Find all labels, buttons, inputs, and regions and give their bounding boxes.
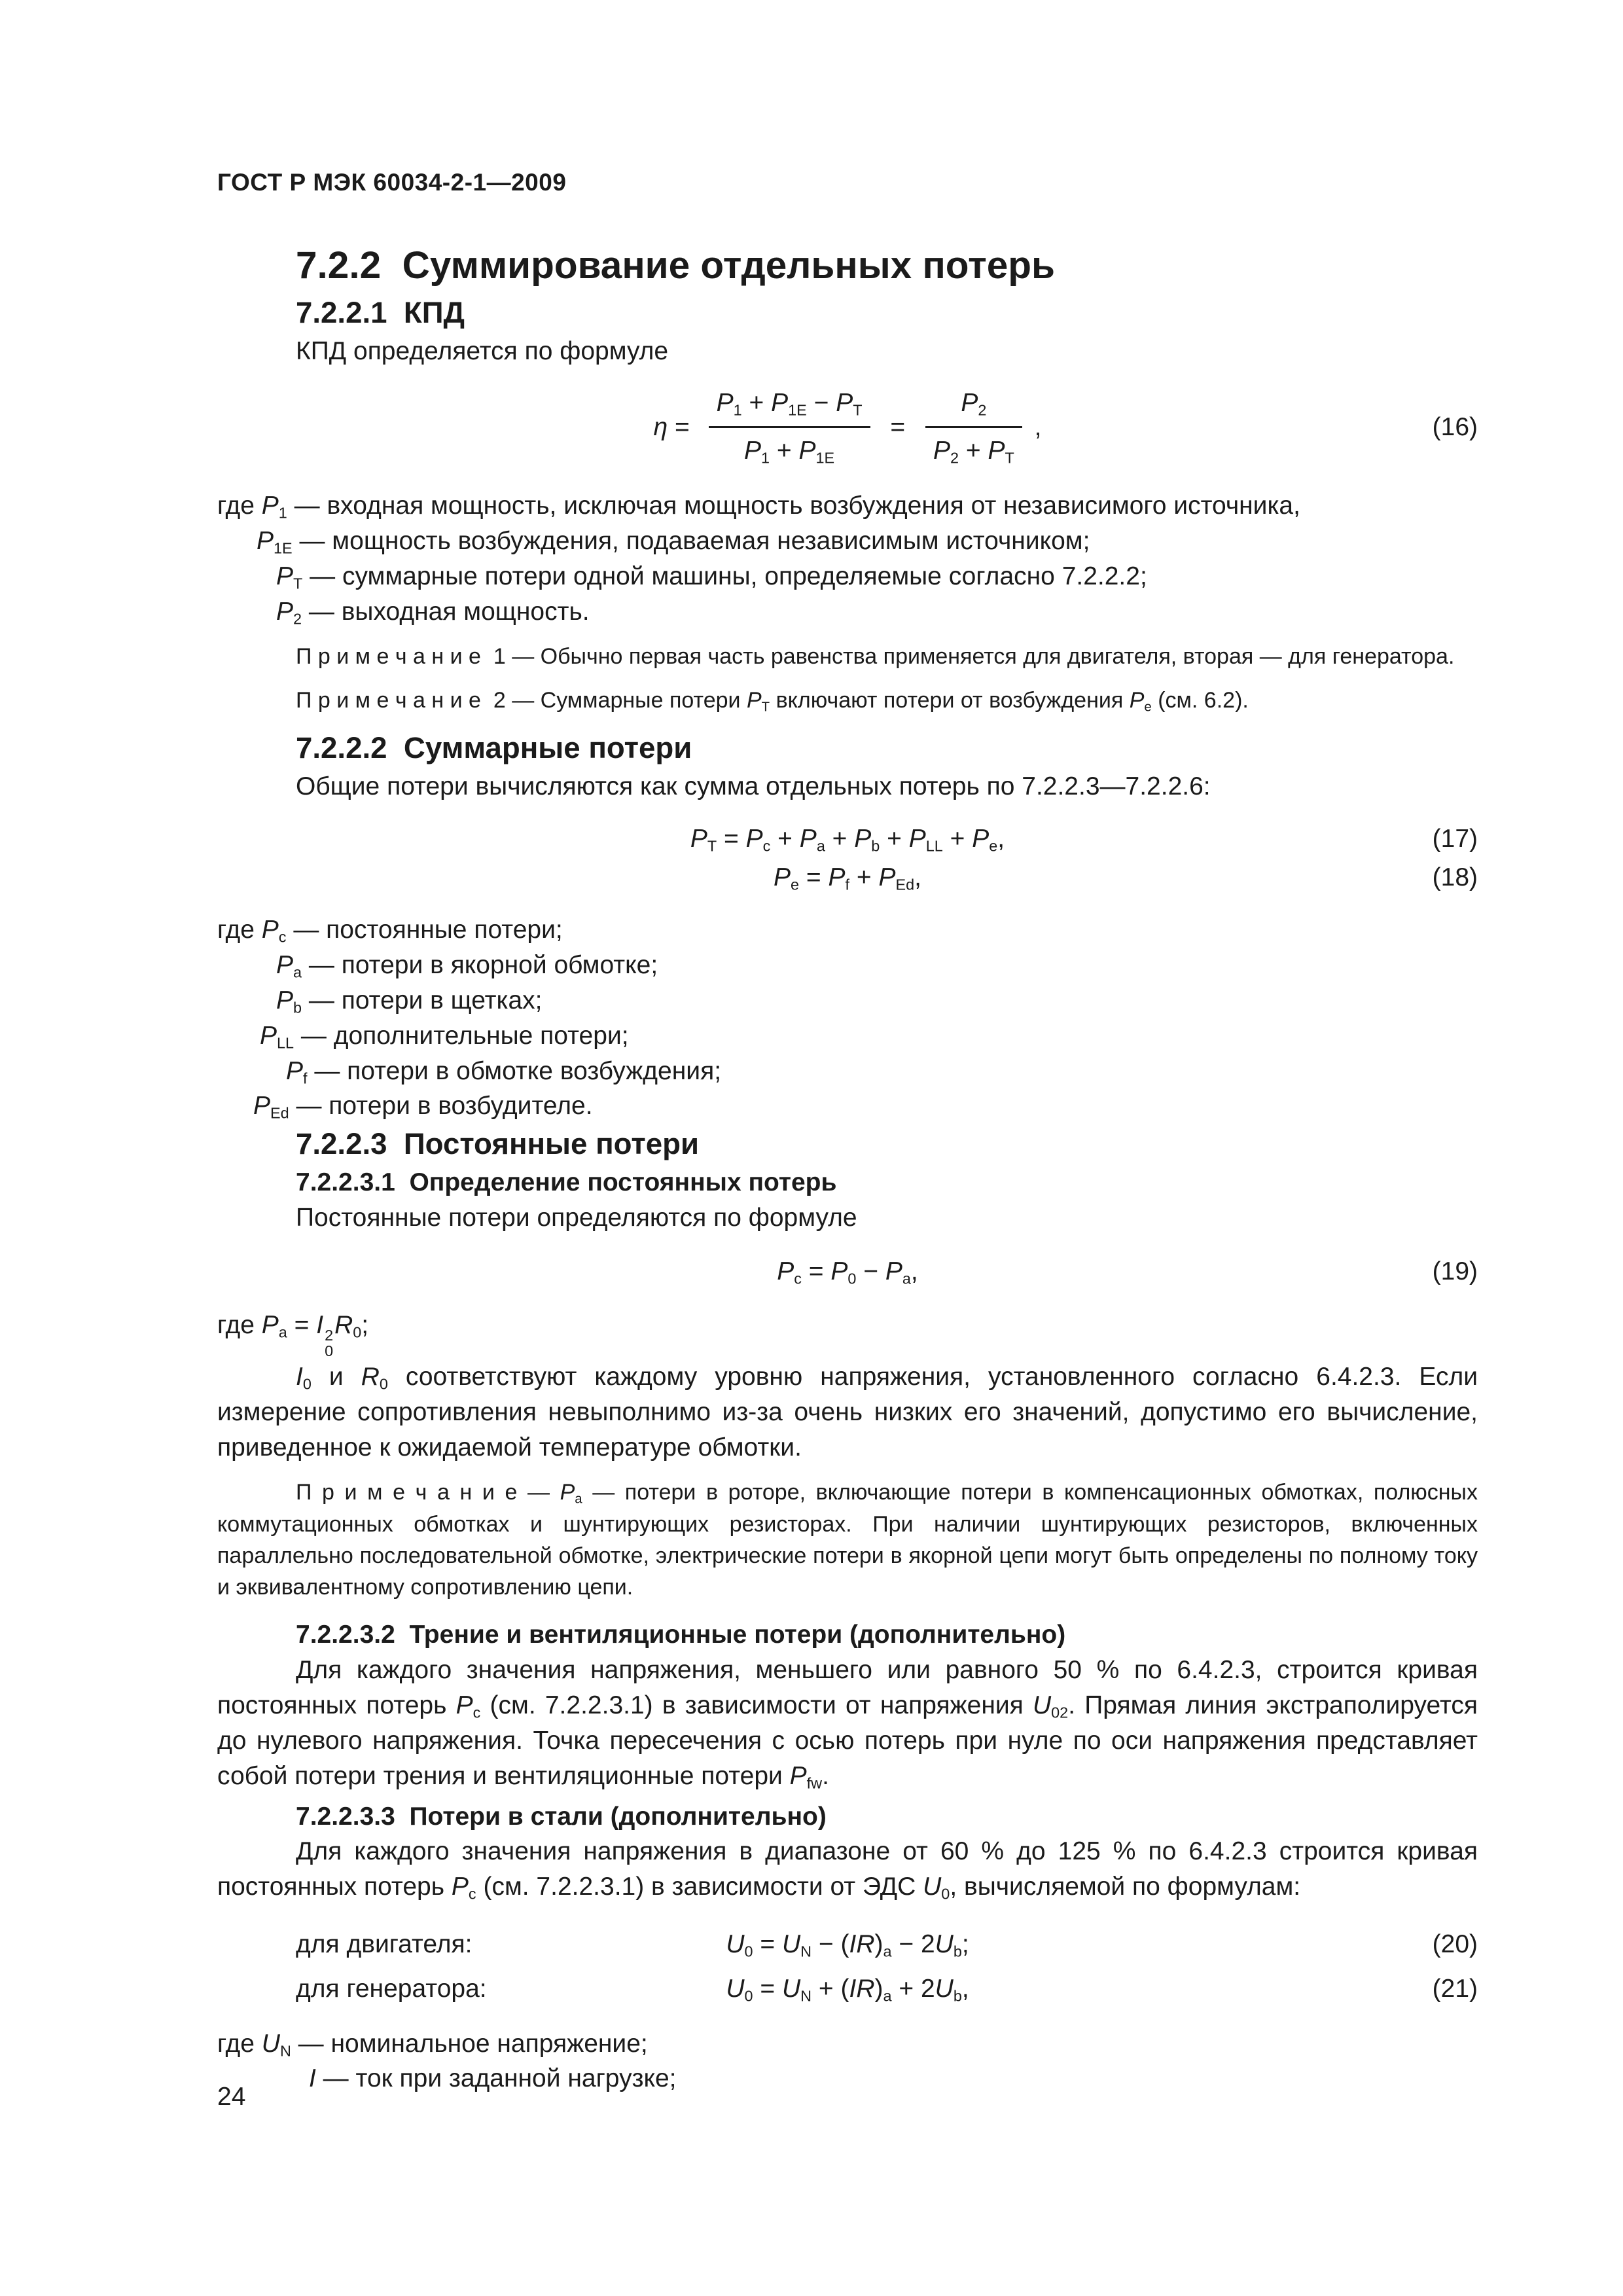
def-item-pa: $P_a$ — потери в якорной обмотке; — [276, 951, 658, 981]
equation-19-body: $P_c = P_0 - P_a$, — [777, 1257, 918, 1287]
def-item-pt: $P_T$ — суммарные потери одной машины, определяемые согласно 7.2.2.2; — [276, 562, 1147, 592]
equation-20-label: для двигателя: — [296, 1929, 473, 1958]
equals-sign: = — [890, 412, 906, 441]
heading-7-2-2-3-3: 7.2.2.3.3 Потери в стали (дополнительно) — [296, 1802, 827, 1831]
equation-18-number: (18) — [1432, 863, 1478, 892]
paragraph-i0-r0: $I_0$ и $R_0$ соответствуют каждому уровню напряжения, установленного согласно 6.4.2.3. Если измерение сопротивления невыполнимо из-за очень низких его значений, допустимо его вычисление, приведенное к ожидаемой температуре обмотки. — [217, 1362, 1478, 1462]
heading-7-2-2-2: 7.2.2.2 Суммарные потери — [296, 730, 692, 764]
paragraph-sum-intro: Общие потери вычисляются как сумма отдельных потерь по 7.2.2.3—7.2.2.6: — [296, 772, 1211, 800]
equation-18 — [217, 860, 1478, 895]
equation-21-number: (21) — [1432, 1974, 1478, 2003]
def-item-p1e: $P_{1E}$ — мощность возбуждения, подаваемая независимым источником; — [257, 526, 1090, 557]
paragraph-kpd-intro: КПД определяется по формуле — [296, 336, 669, 365]
equation-19 — [217, 1254, 1478, 1289]
note-2: П р и м е ч а н и е 2 — Суммарные потери $P_T$ включают потери от возбуждения $P_e$ (см. 6.2). — [296, 687, 1249, 715]
equation-21-label: для генератора: — [296, 1974, 487, 2003]
def-item-pb: $P_b$ — потери в щетках; — [276, 986, 543, 1016]
note-3: П р и м е ч а н и е — $P_a$ — потери в роторе, включающие потери в компенсационных обмотках, полюсных коммутационных обмотках и шунтирующих резисторах. При наличии шунтирующих резисторов, включенных параллельно последовательной обмотке, электрические потери в якорной цепи могут быть определены по полному току и эквивалентному сопротивлению цепи. — [217, 1480, 1478, 1600]
def-item-pll: $P_{LL}$ — дополнительные потери; — [260, 1021, 629, 1052]
def-item-pa-formula: где $P_a = I$ 2 0 $R_0$; — [217, 1310, 369, 1360]
equation-16 — [217, 386, 1478, 469]
equation-20-number: (20) — [1432, 1929, 1478, 1958]
equation-20 — [217, 1927, 1478, 1962]
equation-19-number: (19) — [1432, 1257, 1478, 1285]
def-item-pf: $P_f$ — потери в обмотке возбуждения; — [286, 1056, 722, 1087]
equation-17 — [217, 821, 1478, 857]
running-header: ГОСТ Р МЭК 60034-2-1—2009 — [217, 169, 567, 196]
equation-20-body: $U_0 = U_N - (IR)_a - 2U_b$; — [726, 1929, 969, 1960]
equation-16-body — [217, 386, 1478, 469]
fraction-1-denominator: $P_1 + P_{1E}$ — [709, 426, 870, 469]
equation-18-body: $P_e = P_f + P_{Ed}$, — [774, 863, 921, 894]
paragraph-const-intro: Постоянные потери определяются по формуле — [296, 1203, 857, 1232]
heading-7-2-2-3-1: 7.2.2.3.1 Определение постоянных потерь — [296, 1168, 837, 1197]
fraction-1-numerator: $P_1 + P_{1E} - P_T$ — [716, 389, 863, 420]
heading-7-2-2-1: 7.2.2.1 КПД — [296, 295, 465, 329]
heading-7-2-2-3-2: 7.2.2.3.2 Трение и вентиляционные потери (дополнительно) — [296, 1621, 1066, 1649]
page-number: 24 — [217, 2083, 246, 2111]
heading-7-2-2: 7.2.2 Суммирование отдельных потерь — [296, 244, 1055, 287]
equation-17-number: (17) — [1432, 824, 1478, 853]
def-item-pc: где $P_c$ — постоянные потери; — [217, 916, 563, 946]
equation-16-number: (16) — [1432, 412, 1478, 441]
def-item-un: где $U_N$ — номинальное напряжение; — [217, 2029, 648, 2060]
note-1: П р и м е ч а н и е 1 — Обычно первая часть равенства применяется для двигателя, вторая — для генератора. — [296, 644, 1455, 670]
def-item-p1: где $P_1$ — входная мощность, исключая мощность возбуждения от независимого источника, — [217, 492, 1300, 522]
fraction-2-denominator: $P_2 + P_T$ — [925, 426, 1022, 469]
equation-16-tail: , — [1034, 412, 1042, 441]
heading-7-2-2-3: 7.2.2.3 Постоянные потери — [296, 1127, 700, 1161]
def-item-ped: $P_{Ed}$ — потери в возбудителе. — [253, 1092, 593, 1122]
fraction-2 — [925, 386, 1022, 469]
def-item-i: I — ток при заданной нагрузке; — [309, 2064, 677, 2093]
equation-21 — [217, 1971, 1478, 2007]
equation-21-body: $U_0 = U_N + (IR)_a + 2U_b$, — [726, 1974, 969, 2005]
fraction-1 — [709, 386, 870, 469]
fraction-2-numerator: $P_2$ — [961, 389, 987, 420]
equation-17-body: $P_T = P_c + P_a + P_b + P_{LL} + P_e$, — [690, 824, 1005, 855]
def-item-p2: $P_2$ — выходная мощность. — [276, 597, 590, 628]
document-content — [217, 240, 1478, 2096]
equation-16-lhs: η = — [653, 412, 690, 441]
paragraph-steel: Для каждого значения напряжения в диапазоне от 60 % до 125 % по 6.4.2.3 строится кривая постоянных потерь $P_c$ (см. 7.2.2.3.1) в зависимости от ЭДС $U_0$, вычисляемой по формулам: — [217, 1837, 1478, 1903]
paragraph-friction: Для каждого значения напряжения, меньшего или равного 50 % по 6.4.2.3, строится кривая постоянных потерь $P_c$ (см. 7.2.2.3.1) в зависимости от напряжения $U_{02}$. Прямая линия экстраполируется до нулевого напряжения. Точка пересечения с осью потерь при нуле по оси напряжения представляет собой потери трения и вентиляционные потери $P_{fw}$. — [217, 1656, 1478, 1792]
